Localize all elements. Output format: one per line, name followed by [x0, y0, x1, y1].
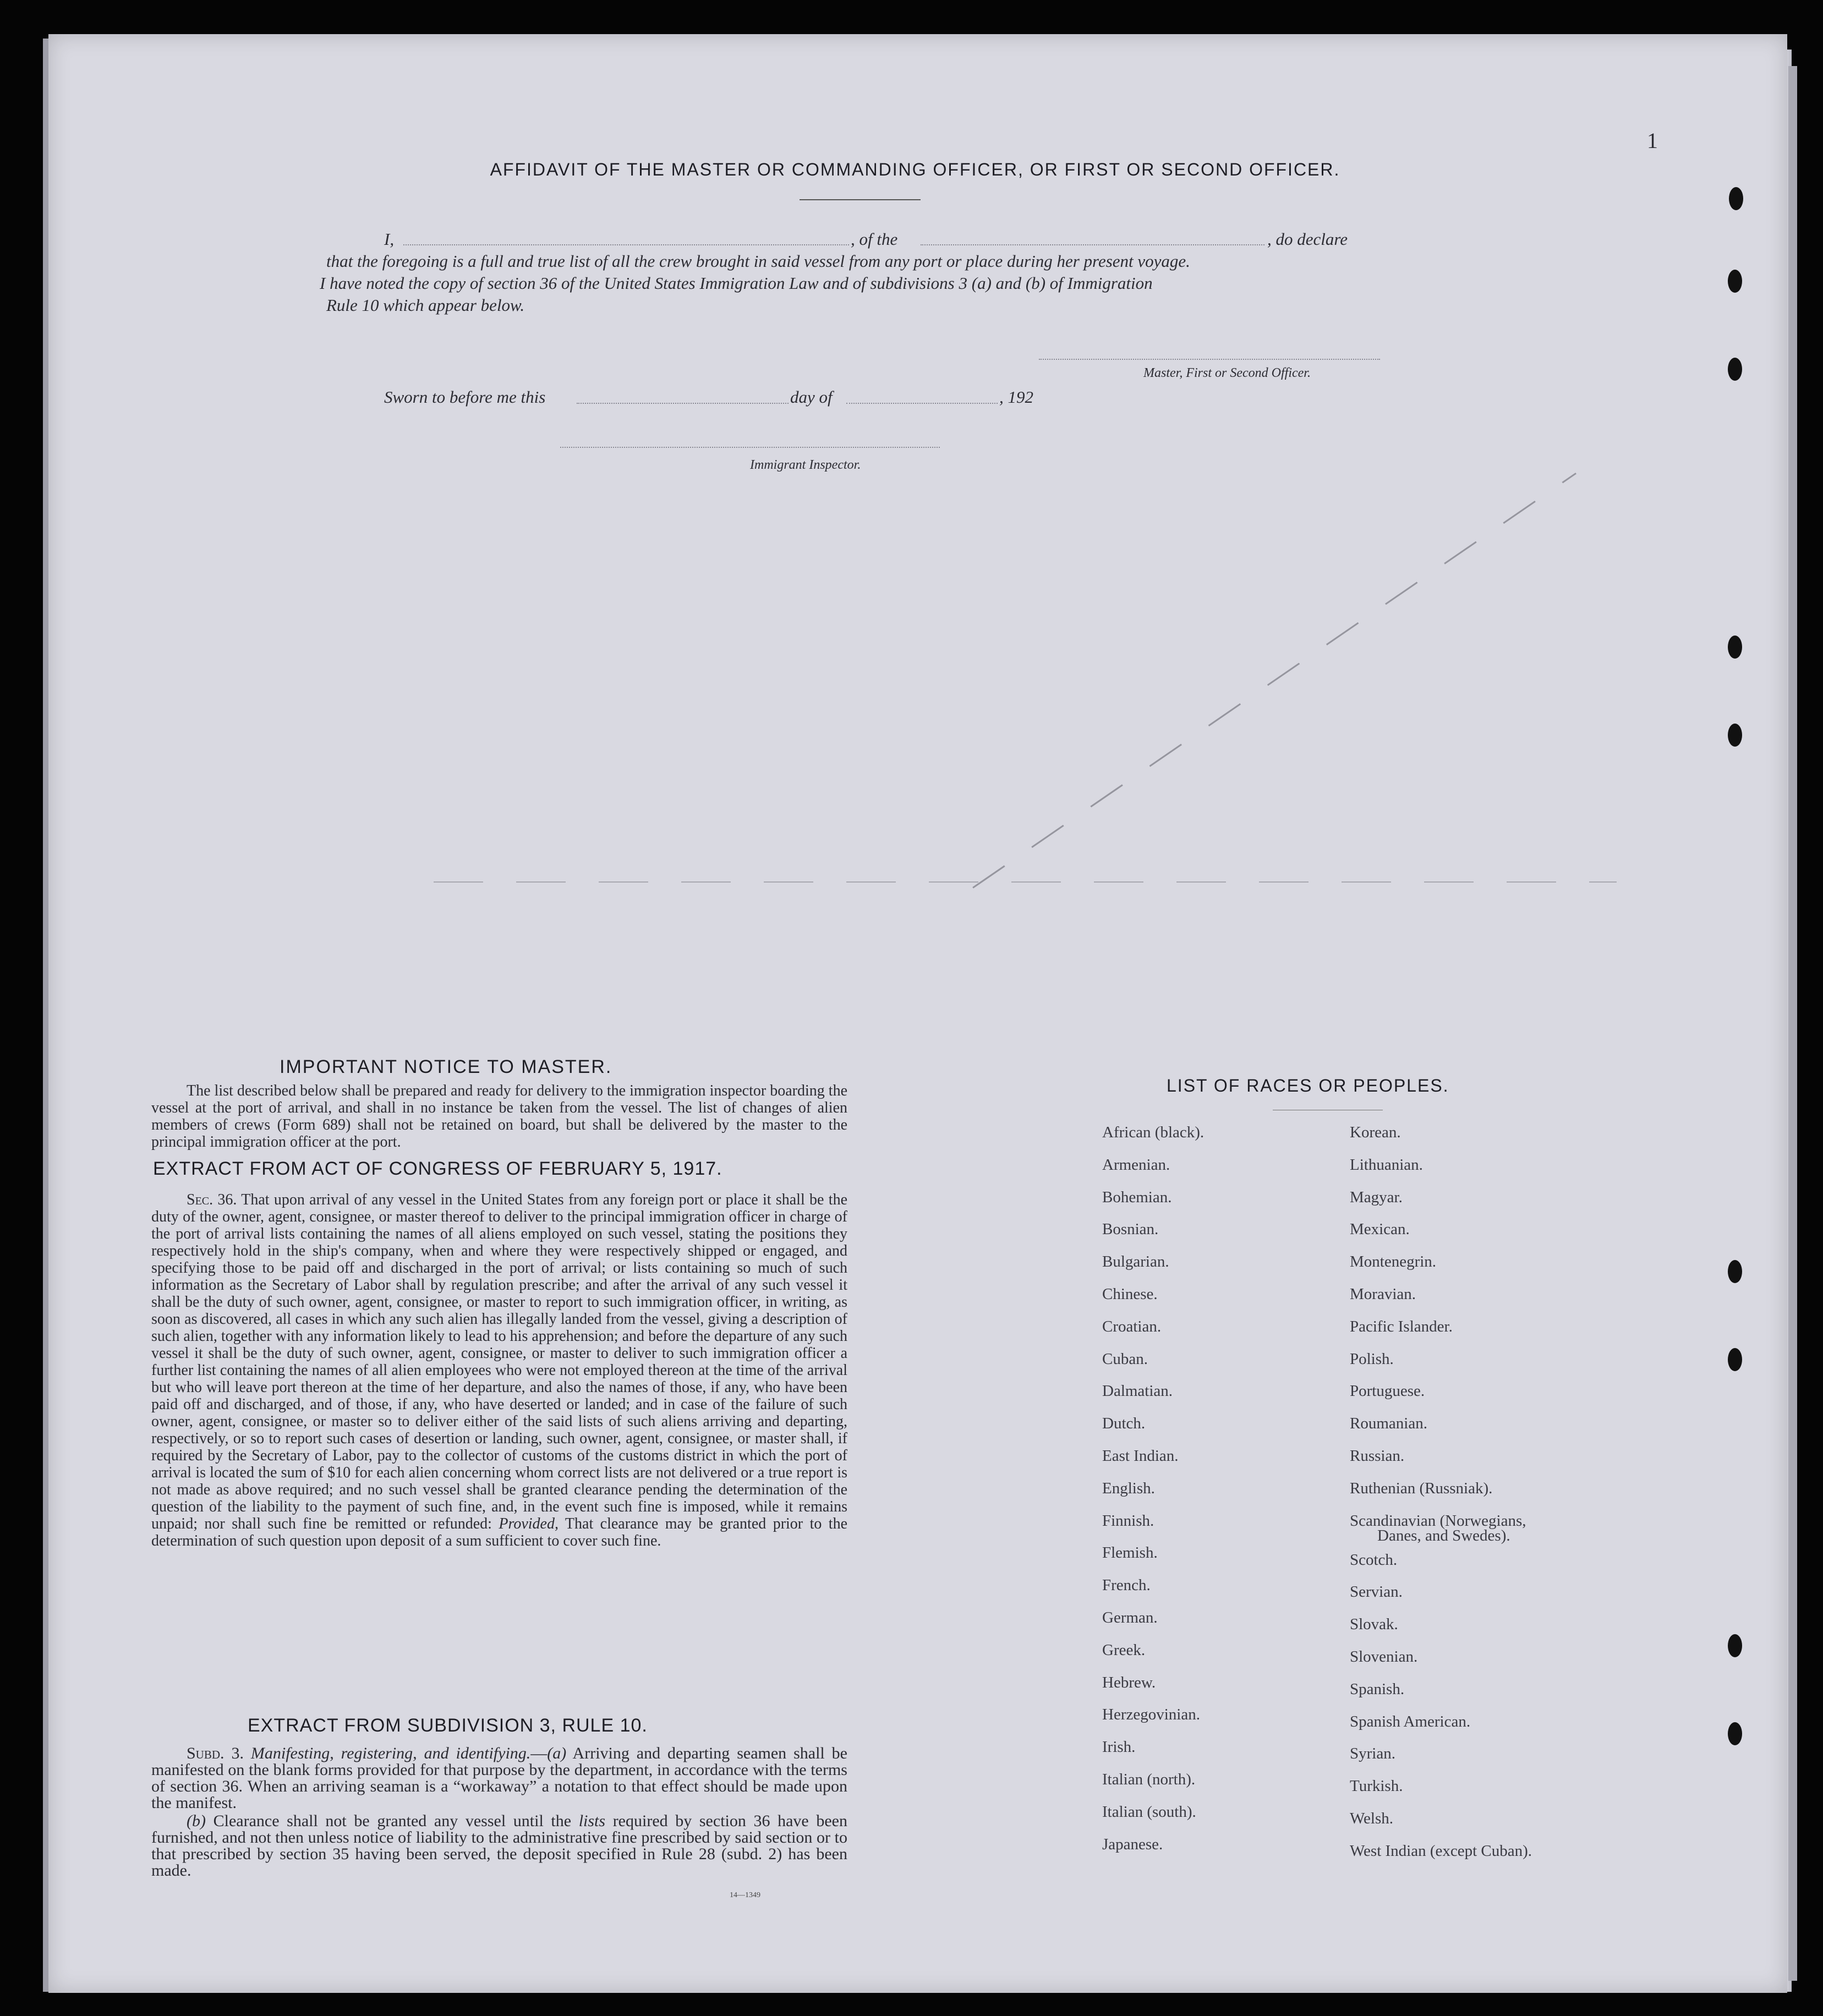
race-item-right: Roumanian. — [1350, 1415, 1427, 1433]
race-item-left: Armenian. — [1102, 1155, 1170, 1174]
race-item-right: Servian. — [1350, 1583, 1403, 1601]
form-number: 14—1349 — [730, 1891, 760, 1899]
sworn-text: Sworn to before me this — [384, 387, 546, 407]
binder-hole — [1728, 1634, 1742, 1657]
race-item-left: Finnish. — [1102, 1511, 1154, 1530]
page-mark: 1 — [1647, 128, 1658, 153]
race-item-right: Ruthenian (Russniak). — [1350, 1479, 1493, 1497]
race-item-right: Polish. — [1350, 1350, 1394, 1368]
notice-text: The list described below shall be prepared and ready for delivery to the immigration inspector boarding the vessel at the port of arrival, and shall in no instance be taken from the vessel. The list of changes of alien members of crews (Form 689) shall not be retained on board, but shall be delivered by the master to the principal immigration officer at the port. — [151, 1082, 847, 1151]
master-caption: Master, First or Second Officer. — [1143, 366, 1311, 380]
race-item-right: Montenegrin. — [1350, 1253, 1437, 1271]
a-label: (a) — [547, 1744, 567, 1762]
binder-hole — [1729, 187, 1743, 210]
race-item-right: Slovenian. — [1350, 1648, 1418, 1666]
act-extract-title: EXTRACT FROM ACT OF CONGRESS OF FEBRUARY 5, 1917. — [153, 1158, 722, 1179]
inspector-caption: Immigrant Inspector. — [750, 458, 861, 472]
b-label: (b) — [187, 1812, 206, 1830]
act-text-end: That clearance may be granted prior to the determination of such question upon deposit of a sum sufficient to cover such fine. — [151, 1515, 847, 1549]
race-item-left: English. — [1102, 1479, 1155, 1497]
race-item-left: Bulgarian. — [1102, 1253, 1169, 1271]
binder-hole — [1728, 636, 1742, 659]
horizontal-cancel-line — [434, 881, 1617, 883]
race-item-right: Turkish. — [1350, 1777, 1403, 1795]
race-item-left: Italian (north). — [1102, 1771, 1196, 1788]
race-item-right: Lithuanian. — [1350, 1155, 1423, 1174]
stacked-pages-shadow — [1788, 66, 1797, 1981]
race-item-right: Danes, and Swedes). — [1377, 1526, 1510, 1544]
race-item-left: Herzegovinian. — [1102, 1706, 1200, 1724]
affidavit-line-1a: I, — [384, 229, 395, 249]
race-item-left: Cuban. — [1102, 1350, 1148, 1368]
race-item-right: Pacific Islander. — [1350, 1317, 1453, 1335]
month-blank — [846, 403, 998, 404]
races-title: LIST OF RACES OR PEOPLES. — [1167, 1076, 1449, 1095]
day-blank — [577, 403, 789, 404]
race-item-left: Bosnian. — [1102, 1220, 1159, 1239]
sworn-day-of: day of — [790, 387, 833, 407]
affidavit-line-1c: , do declare — [1267, 229, 1348, 249]
race-item-left: Bohemian. — [1102, 1188, 1172, 1206]
race-item-left: Flemish. — [1102, 1544, 1158, 1562]
race-item-left: Dalmatian. — [1102, 1382, 1173, 1400]
notice-title: IMPORTANT NOTICE TO MASTER. — [280, 1056, 612, 1077]
race-item-left: German. — [1102, 1609, 1158, 1626]
affidavit-line-2: that the foregoing is a full and true list of all the crew brought in said vessel from any port or place during her present voyage. — [326, 251, 1190, 271]
race-item-left: Irish. — [1102, 1738, 1136, 1756]
master-signature-blank — [1039, 359, 1380, 360]
act-extract-text — [151, 1191, 847, 1549]
race-item-left: Hebrew. — [1102, 1673, 1156, 1691]
race-item-right: Scotch. — [1350, 1551, 1398, 1569]
rule-a-text: Subd. 3. Manifesting, registering, and identifying.—(a) Arriving and departing seamen shall be manifested on the blank forms provided for that purpose by the department, in accordance with the terms of section 36. When an arriving seaman is a “workaway” a notation to that effect should be made upon the manifest. — [151, 1744, 847, 1812]
name-blank — [403, 244, 849, 245]
race-item-right: Mexican. — [1350, 1220, 1410, 1239]
subd-heading: Manifesting, registering, and identifying. — [250, 1744, 531, 1762]
race-item-left: Chinese. — [1102, 1285, 1158, 1303]
subd-label: Subd. 3. — [187, 1744, 244, 1762]
act-text: That upon arrival of any vessel in the United States from any foreign port or place it shall be the duty of the owner, agent, consignee, or master thereof to deliver to the principal immigration officer in charge of the port of arrival lists containing the names of all aliens employed on such vessel, stating the positions they respectively hold in the ship's company, when and where they were respectively shipped or engaged, and specifying those to be paid off and discharged in the port of arrival; or lists containing so much of such information as the Secretary of Labor shall by regulation prescribe; and after the arrival of any such vessel it shall be the duty of such owner, agent, consignee, or master to report to such immigration officer, in writing, as soon as discovered, all cases in which any such alien has illegally landed from the vessel, giving a description of such alien, together with any information likely to lead to his apprehension; and before the departure of any such vessel it shall be the duty of such owner, agent, consignee, or master to deliver to such immigration officer a further list containing the names of all alien employees who were not employed thereon at the time of the arrival but who will leave port thereon at the time of her departure, and also the names of those, if any, who have been paid off and discharged, and of those, if any, who have deserted or landed; and in case of the failure of such owner, agent, consignee, or master so to deliver either of the said lists of such aliens arriving and departing, respectively, or so to report such cases of desertion or landing, such owner, agent, consignee, or master shall, if required by the Secretary of Labor, pay to the collector of customs of the customs district in which the port of arrival is located the sum of $10 for each alien concerning whom correct lists are not delivered or a true report is not made as above required; and no such vessel shall be granted clearance pending the determination of the question of the liability to the payment of such fine, and, in the event such fine is imposed, while it remains unpaid; nor shall such fine be remitted or refunded: — [151, 1191, 847, 1532]
race-item-right: Korean. — [1350, 1124, 1401, 1141]
race-item-right: Magyar. — [1350, 1188, 1403, 1206]
affidavit-line-1b: , of the — [851, 229, 898, 249]
sworn-year: , 192 — [999, 387, 1033, 407]
race-item-right: Portuguese. — [1350, 1382, 1425, 1400]
race-item-right: Scandinavian (Norwegians, — [1350, 1511, 1526, 1530]
affidavit-line-4: Rule 10 which appear below. — [326, 295, 525, 315]
document-page — [48, 34, 1787, 1993]
binder-hole — [1728, 1260, 1742, 1283]
b-text-1: Clearance shall not be granted any vessel until the — [213, 1812, 572, 1830]
race-item-right: Slovak. — [1350, 1615, 1398, 1634]
race-item-right: Spanish American. — [1350, 1712, 1471, 1730]
race-item-right: West Indian (except Cuban). — [1350, 1842, 1532, 1860]
provided-word: Provided, — [499, 1515, 559, 1532]
race-item-left: Dutch. — [1102, 1415, 1146, 1433]
race-item-left: Greek. — [1102, 1641, 1146, 1659]
race-item-left: East Indian. — [1102, 1447, 1179, 1465]
race-item-left: Italian (south). — [1102, 1803, 1196, 1821]
race-item-left: African (black). — [1102, 1124, 1205, 1141]
sec-label: Sec. 36. — [187, 1191, 237, 1208]
race-item-right: Welsh. — [1350, 1810, 1394, 1827]
race-item-left: Croatian. — [1102, 1317, 1162, 1335]
binder-hole — [1728, 1722, 1742, 1745]
race-item-right: Syrian. — [1350, 1745, 1395, 1763]
b-text-2: required by section 36 have been furnished, and not then unless notice of liability to the administrative fine prescribed by said section or to that prescribed by section 35 having been served, the deposit specified in Rule 28 (subd. 2) has been made. — [151, 1812, 847, 1880]
race-item-right: Moravian. — [1350, 1285, 1416, 1303]
race-item-left: French. — [1102, 1576, 1151, 1595]
affidavit-line-3: I have noted the copy of section 36 of the United States Immigration Law and of subdivisions 3 (a) and (b) of Immigration — [320, 273, 1153, 293]
binder-hole — [1728, 1348, 1742, 1371]
rule-extract-title: EXTRACT FROM SUBDIVISION 3, RULE 10. — [248, 1715, 648, 1736]
race-item-left: Japanese. — [1102, 1835, 1163, 1853]
race-item-right: Russian. — [1350, 1447, 1405, 1465]
vessel-blank — [921, 244, 1264, 245]
race-item-right: Spanish. — [1350, 1680, 1405, 1698]
binder-hole — [1728, 358, 1742, 381]
binder-hole — [1728, 270, 1742, 293]
diagonal-cancel-line — [972, 473, 1576, 889]
rule-b-text — [151, 1813, 847, 1879]
affidavit-title: AFFIDAVIT OF THE MASTER OR COMMANDING OFFICER, OR FIRST OR SECOND OFFICER. — [490, 160, 1340, 179]
a-text: Arriving and departing seamen shall be manifested on the blank forms provided for that purpose by the department, in accordance with the terms of section 36. When an arriving seaman is a “workaway” a notation to that effect should be made upon the manifest. — [151, 1744, 847, 1812]
title-underline — [800, 199, 921, 200]
inspector-signature-blank — [560, 447, 940, 448]
binder-hole — [1728, 724, 1742, 747]
b-lists: lists — [578, 1812, 606, 1830]
